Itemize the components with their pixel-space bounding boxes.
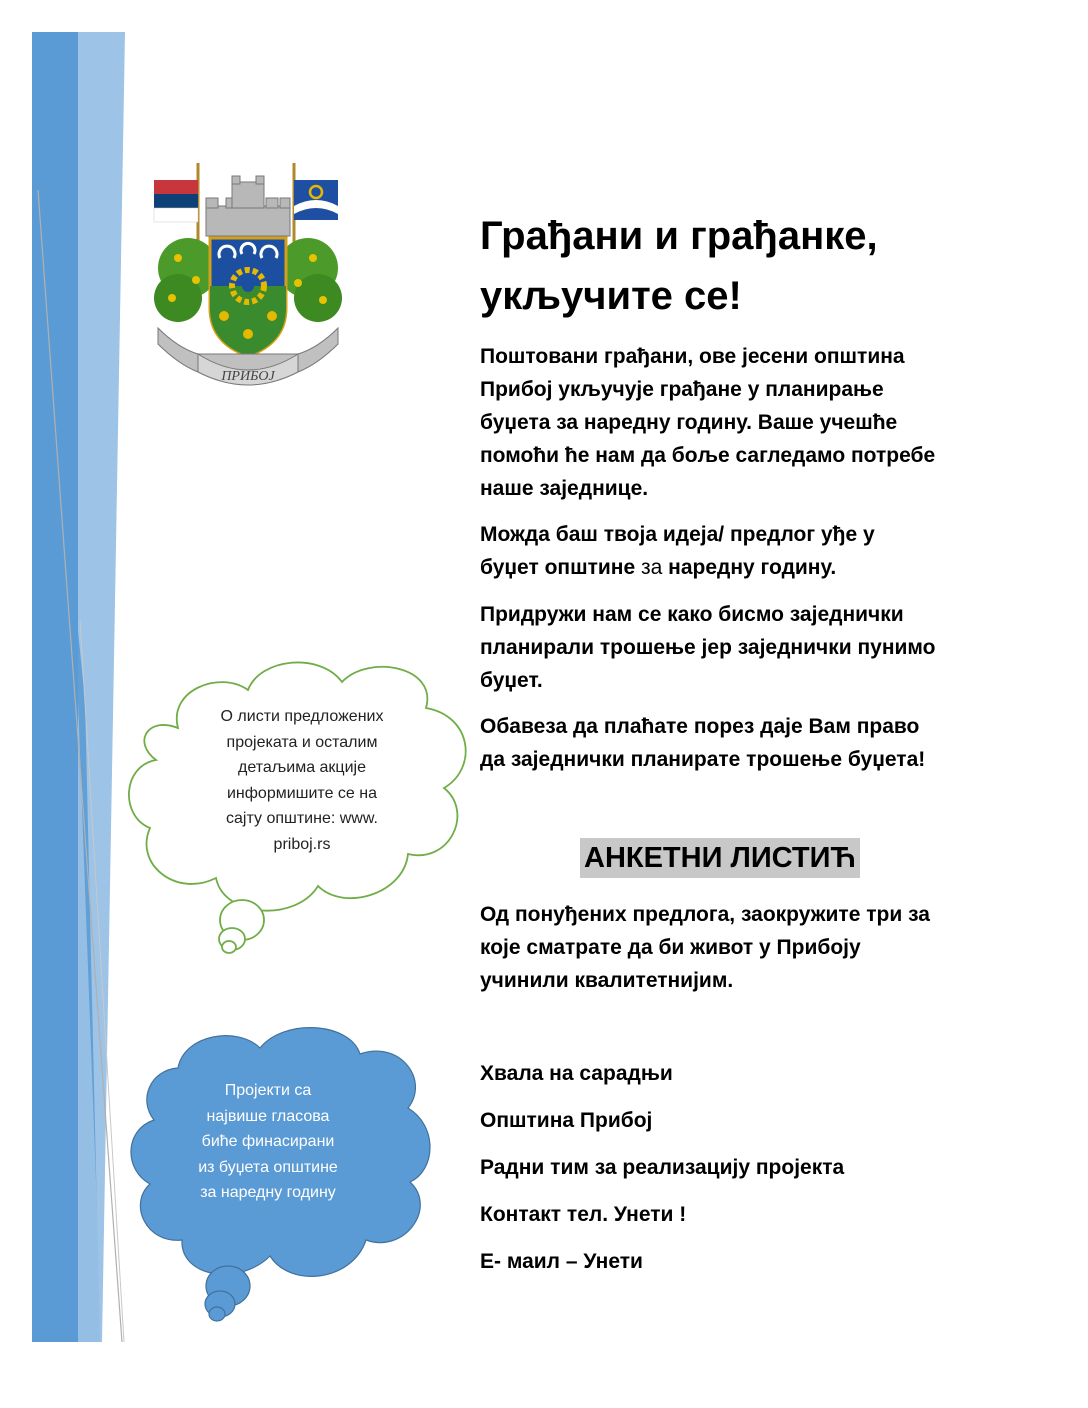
closing-municipality: Општина Прибој: [480, 1109, 653, 1132]
closing-contact: Контакт тел. Унети !: [480, 1203, 687, 1226]
intro-line: Прибој укључује грађане у планирање: [480, 378, 884, 401]
idea-line: Можда баш твоја идеја/ предлог уђе у: [480, 523, 875, 546]
info-cloud-text: [170, 704, 434, 857]
side-stripes: [0, 0, 140, 1408]
obligation-line: Обавеза да плаћате порез даје Вам право: [480, 715, 920, 738]
survey-instruction-line: које сматрате да би живот у Прибоју: [480, 936, 861, 959]
closing-email: Е- маил – Унети: [480, 1250, 643, 1273]
obligation-paragraph: [480, 710, 980, 776]
info-cloud-line: информишите се на: [226, 784, 377, 802]
page-title-line-1: Грађани и грађанке,: [480, 214, 878, 258]
projects-cloud-line: из буџета општине: [198, 1158, 338, 1176]
projects-cloud-line: Пројекти са: [224, 1082, 312, 1099]
intro-paragraph: [480, 340, 980, 505]
idea-text-b: за: [641, 556, 663, 579]
projects-cloud-line: највише гласова: [206, 1107, 330, 1125]
survey-heading: АНКЕТНИ ЛИСТИЋ: [580, 838, 860, 878]
info-cloud-line: priboj.rs: [273, 835, 331, 853]
page-title-line-2: укључите се!: [480, 274, 742, 318]
intro-line: буџета за наредну годину. Ваше учешће: [480, 411, 898, 434]
projects-cloud-line: биће финасирани: [201, 1133, 335, 1150]
svg-text:ПРИБОЈ: ПРИБОЈ: [221, 369, 275, 384]
obligation-line: да заједнички планирате трошење буџета!: [480, 748, 926, 771]
idea-paragraph: [480, 518, 980, 584]
info-cloud-line: пројеката и осталим: [226, 733, 378, 751]
projects-cloud-text: [168, 1078, 368, 1206]
idea-text-c: наредну годину.: [662, 556, 837, 579]
survey-instruction: [480, 898, 980, 997]
projects-cloud-line: за наредну годину: [200, 1184, 336, 1201]
info-cloud-line: сајту општине: www.: [226, 810, 378, 827]
survey-instruction-line: учинили квалитетнијим.: [480, 969, 734, 992]
survey-instruction-line: Од понуђених предлога, заокружите три за: [480, 903, 930, 926]
closing-thanks: Хвала на сарадњи: [480, 1062, 673, 1085]
join-paragraph: [480, 598, 980, 697]
coat-of-arms-logo: [148, 158, 348, 398]
info-cloud-line: детаљима акције: [238, 759, 366, 776]
idea-text-a: буџет општине: [480, 556, 641, 579]
intro-line: помоћи ће нам да боље сагледамо потребе: [480, 444, 936, 467]
join-line: Придружи нам се како бисмо заједнички: [480, 603, 904, 626]
idea-line-2: [480, 551, 980, 584]
intro-line: Поштовани грађани, ове јесени општина: [480, 345, 905, 368]
intro-line: наше заједнице.: [480, 477, 649, 500]
info-cloud-line: О листи предложених: [220, 708, 384, 725]
closing-team: Радни тим за реализацију пројекта: [480, 1156, 845, 1179]
join-line: буџет.: [480, 669, 543, 692]
join-line: планирали трошење јер заједнички пунимо: [480, 636, 936, 659]
